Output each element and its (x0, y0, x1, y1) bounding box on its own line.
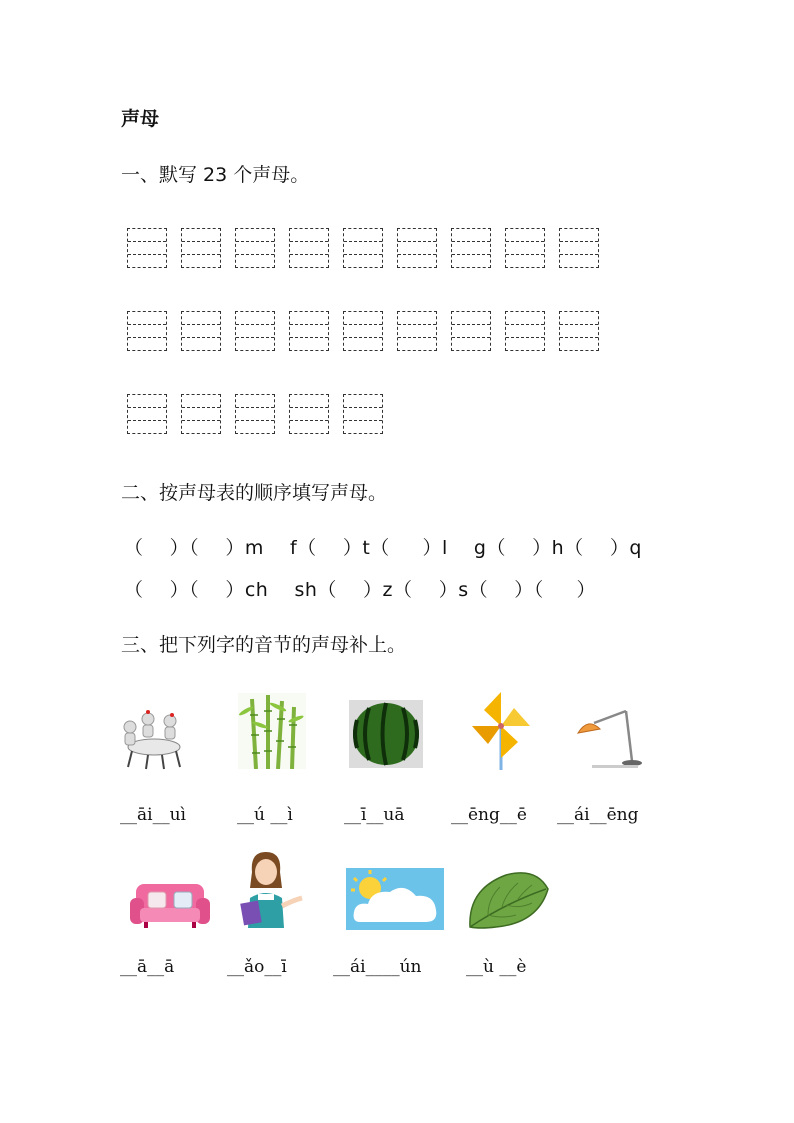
writing-cell[interactable] (343, 228, 383, 268)
pinyin-item: __ái__ēng (557, 805, 639, 825)
writing-cell[interactable] (397, 311, 437, 351)
meeting-icon (118, 705, 190, 771)
pinyin-item: __ú __ì (237, 805, 293, 825)
writing-cell[interactable] (451, 228, 491, 268)
pinyin-item: __ái____ún (333, 957, 422, 977)
writing-cell[interactable] (397, 228, 437, 268)
writing-grid-row-3 (127, 394, 383, 434)
initials-sequence-line-1: （ ）（ ）m f（ ）t（ ）l g（ ）h（ ）q (124, 537, 642, 559)
writing-cell[interactable] (181, 228, 221, 268)
writing-grid-row-2 (127, 311, 599, 351)
writing-cell[interactable] (289, 228, 329, 268)
pinwheel-icon (470, 688, 532, 770)
leaf-icon (466, 869, 550, 931)
writing-cell[interactable] (343, 394, 383, 434)
section-1-heading: 一、默写 23 个声母。 (121, 164, 310, 186)
section-2-heading: 二、按声母表的顺序填写声母。 (121, 482, 388, 504)
pinyin-item: __ī__uā (344, 805, 405, 825)
sofa-icon (130, 878, 210, 930)
bamboo-icon (238, 693, 306, 769)
writing-cell[interactable] (289, 394, 329, 434)
writing-cell[interactable] (181, 394, 221, 434)
pinyin-item: __ǎo__ī (227, 957, 287, 977)
writing-cell[interactable] (289, 311, 329, 351)
watermelon-icon (349, 700, 423, 768)
writing-cell[interactable] (127, 228, 167, 268)
writing-cell[interactable] (235, 311, 275, 351)
pinyin-item: __ēng__ē (451, 805, 527, 825)
cloud-sun-icon (346, 868, 444, 930)
writing-cell[interactable] (505, 311, 545, 351)
writing-cell[interactable] (451, 311, 491, 351)
writing-cell[interactable] (127, 311, 167, 351)
writing-cell[interactable] (559, 311, 599, 351)
pinyin-item: __āi__uì (120, 805, 186, 825)
writing-cell[interactable] (505, 228, 545, 268)
writing-cell[interactable] (559, 228, 599, 268)
writing-cell[interactable] (343, 311, 383, 351)
pinyin-item: __ù __è (466, 957, 527, 977)
writing-cell[interactable] (127, 394, 167, 434)
pinyin-item: __ā__ā (120, 957, 175, 977)
desk-lamp-icon (574, 703, 648, 769)
initials-sequence-line-2: （ ）（ ）ch sh（ ）z（ ）s（ ）（ ） (124, 579, 596, 601)
teacher-icon (236, 848, 306, 928)
writing-cell[interactable] (235, 228, 275, 268)
page-title: 声母 (121, 108, 160, 130)
writing-cell[interactable] (181, 311, 221, 351)
writing-grid-row-1 (127, 228, 599, 268)
section-3-heading: 三、把下列字的音节的声母补上。 (121, 634, 407, 656)
writing-cell[interactable] (235, 394, 275, 434)
